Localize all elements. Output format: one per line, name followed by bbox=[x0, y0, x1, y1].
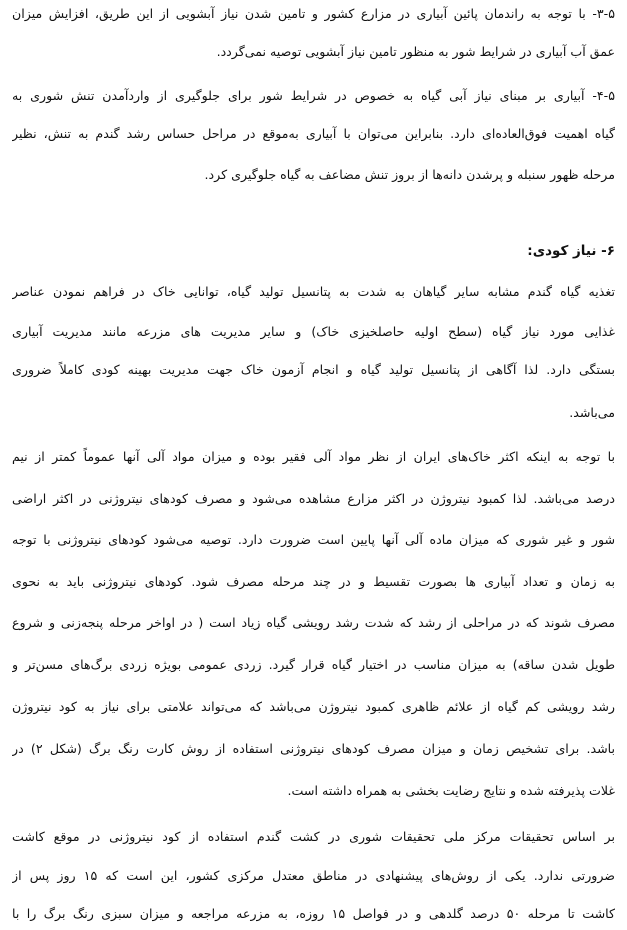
paragraph-3-5-line-2: عمق آب آبیاری در شرایط شور به منظور تامین نیاز آبشویی توصیه نمی‌گردد. bbox=[216, 44, 615, 59]
paragraph-3-5-line-1: ۳-۵- با توجه به راندمان پائین آبیاری در مزارع کشور و تامین شدن نیاز آبشویی از این طریق، افزایش میزان bbox=[12, 6, 615, 21]
paragraph-4-5-line-3: مرحله ظهور سنبله و پرشدن دانه‌ها از بروز تنش مضاعف به گیاه جلوگیری کرد. bbox=[204, 167, 615, 182]
section-6-paragraph-1-line-2: غذایی مورد نیاز گیاه (سطح اولیه حاصلخیزی خاک) و سایر مدیریت های مزرعه مانند مدیریت آبیاری bbox=[12, 324, 615, 339]
section-6-paragraph-2-line-3: شور و غیر شوری که میزان ماده آلی آنها پایین است ضرورت دارد. توصیه می‌شود کودهای نیتروژنی با توجه bbox=[12, 532, 615, 547]
section-6-paragraph-3-line-3: کاشت تا مرحله ۵۰ درصد گلدهی و در فواصل ۱۵ روزه، به مزرعه مراجعه و میزان سبزی رنگ برگ را با bbox=[12, 906, 615, 921]
section-6-paragraph-1-line-4: می‌باشد. bbox=[569, 405, 615, 420]
section-6-paragraph-2-line-7: رشد رویشی کم گیاه از علائم ظاهری کمبود نیتروژن می‌باشد که می‌تواند علامتی برای نیاز به کود نیتروژن bbox=[12, 699, 615, 714]
section-6-paragraph-2-line-9: غلات پذیرفته شده و نتایج رضایت بخشی به همراه داشته است. bbox=[287, 783, 615, 798]
paragraph-4-5-line-1: ۴-۵- آبیاری بر مبنای نیاز آبی گیاه به خصوص در شرایط شور برای جلوگیری از واردآمدن تنش شوری به bbox=[12, 88, 615, 103]
paragraph-4-5-line-2: گیاه اهمیت فوق‌العاده‌ای دارد. بنابراین می‌توان با آبیاری به‌موقع در مراحل حساس رشد گندم به تنش، نظیر bbox=[12, 126, 615, 141]
section-6-paragraph-2-line-8: باشد. برای تشخیص زمان و میزان مصرف کودهای نیتروژنی استفاده از روش کارت رنگ برگ (شکل ۲) در bbox=[12, 741, 615, 756]
section-6-paragraph-2-line-5: مصرف شوند که در مراحلی از رشد که شدت رشد رویشی گیاه زیاد است ( در اواخر مرحله پنجه‌زنی و شروع bbox=[12, 615, 615, 630]
section-6-paragraph-2-line-2: درصد می‌باشد. لذا کمبود نیتروژن در اکثر مزارع مشاهده می‌شود و مصرف کودهای نیتروژنی در اکثر اراضی bbox=[12, 491, 615, 506]
section-6-heading: ۶- نیاز کودی: bbox=[527, 243, 615, 259]
section-6-paragraph-2-line-1: با توجه به اینکه اکثر خاک‌های ایران از نظر مواد آلی فقیر بوده و میزان مواد آلی آنها عموماً کمتر از نیم bbox=[12, 449, 615, 464]
section-6-paragraph-3-line-1: بر اساس تحقیقات مرکز ملی تحقیقات شوری در کشت گندم استفاده از کود نیتروژنی در موقع کاشت bbox=[12, 829, 615, 844]
section-6-paragraph-1-line-3: بستگی دارد. لذا آگاهی از پتانسیل تولید گیاه و انجام آزمون خاک جهت مدیریت بهینه کودی کاملاً ضروری bbox=[12, 362, 615, 377]
section-6-paragraph-1-line-1: تغذیه گیاه گندم مشابه سایر گیاهان به شدت به پتانسیل تولید گیاه، توانایی خاک در فراهم نمودن عناصر bbox=[12, 284, 615, 299]
section-6-paragraph-2-line-4: به زمان و تعداد آبیاری ها بصورت تقسیط و در چند مرحله مصرف شود. کودهای نیتروژنی باید به نحوی bbox=[12, 574, 615, 589]
section-6-paragraph-2-line-6: طویل شدن ساقه) به میزان مناسب در اختیار گیاه قرار گیرد. زردی عمومی بویژه زردی برگ‌های مسن‌تر و bbox=[12, 657, 615, 672]
section-6-paragraph-3-line-2: ضرورتی ندارد. یکی از روش‌های پیشنهادی در مناطق معتدل مرکزی کشور، این است که ۱۵ روز پس از bbox=[12, 868, 615, 883]
